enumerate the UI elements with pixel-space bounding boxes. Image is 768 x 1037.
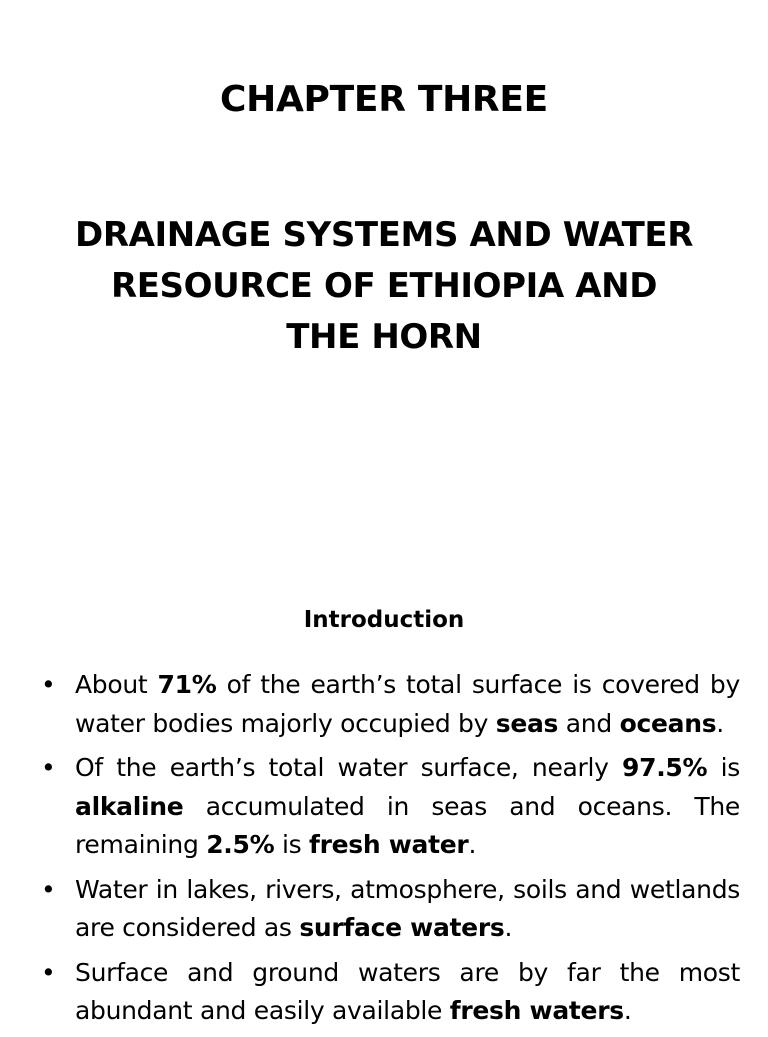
- bold-text: surface waters: [299, 913, 505, 942]
- bullet-item: [40, 954, 740, 1031]
- chapter-heading: CHAPTER THREE: [220, 79, 548, 120]
- section-heading-introduction: Introduction: [303, 607, 465, 633]
- body-text: and: [558, 708, 620, 738]
- body-text: .: [504, 913, 513, 942]
- bold-text: seas: [495, 708, 559, 738]
- body-text: of the earth’s total surface is covered by water bodies majorly occupied by: [75, 670, 740, 738]
- bullet-item: [40, 871, 740, 948]
- bold-text: fresh waters: [449, 996, 624, 1025]
- bold-text: 71%: [157, 670, 217, 699]
- body-text: Of the earth’s total water surface, nearly: [75, 753, 623, 782]
- bullet-list: [40, 666, 740, 1037]
- body-text: is: [707, 753, 740, 782]
- bold-text: alkaline: [75, 791, 184, 821]
- bullet-dot-icon: •: [41, 874, 56, 904]
- bullet-dot-icon: •: [41, 670, 56, 699]
- bullet-item: [40, 666, 740, 743]
- bullet-item: [40, 749, 740, 865]
- chapter-title-line: RESOURCE OF ETHIOPIA AND: [110, 266, 658, 306]
- body-text: is: [274, 830, 309, 859]
- body-text: accumulated in seas and oceans. The remaining: [75, 791, 740, 859]
- chapter-title: [60, 210, 708, 363]
- chapter-title-line: DRAINAGE SYSTEMS AND WATER: [75, 215, 693, 255]
- bold-text: fresh water: [309, 830, 469, 859]
- body-text: About: [75, 670, 158, 699]
- bullet-dot-icon: •: [41, 957, 56, 987]
- bold-text: oceans: [619, 708, 717, 738]
- body-text: .: [716, 708, 724, 738]
- bold-text: 2.5%: [206, 830, 275, 859]
- body-text: Water in lakes, rivers, atmosphere, soils and wetlands are considered as: [75, 874, 740, 942]
- chapter-title-line: THE HORN: [286, 317, 482, 357]
- bold-text: 97.5%: [622, 753, 708, 782]
- bullet-dot-icon: •: [41, 753, 56, 782]
- body-text: .: [468, 830, 477, 859]
- body-text: Surface and ground waters are by far the most abundant and easily available: [75, 957, 740, 1025]
- body-text: .: [623, 996, 632, 1025]
